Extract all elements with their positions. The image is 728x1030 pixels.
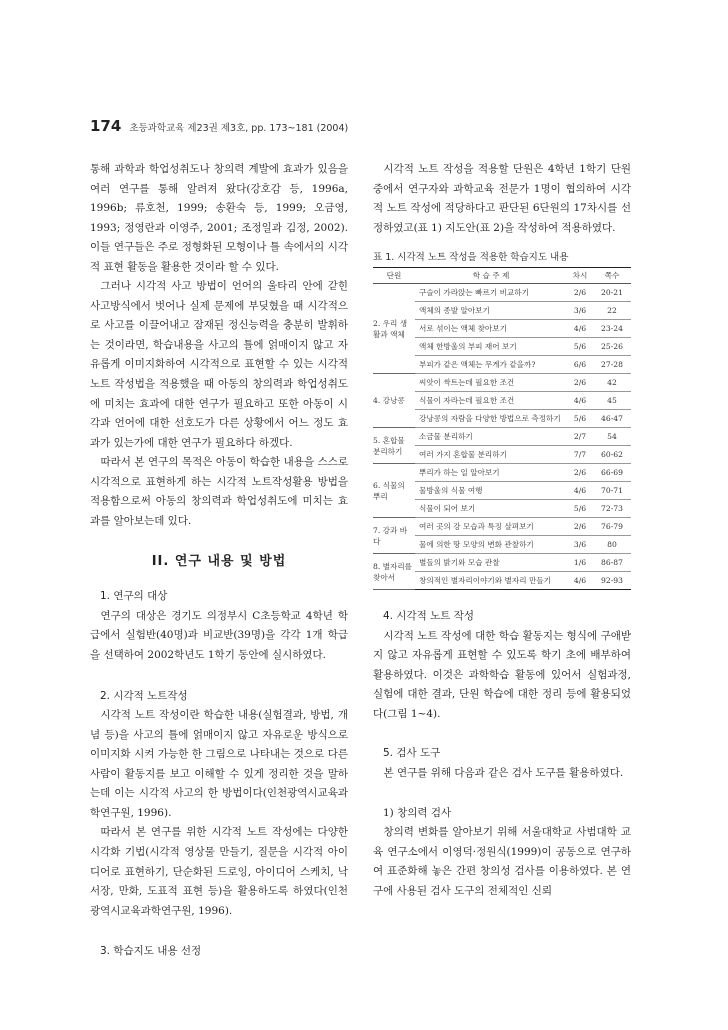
pages-cell: 20-21 <box>593 284 631 302</box>
topic-cell: 액체의 종발 알아보기 <box>415 302 567 320</box>
topic-cell: 식물이 되어 보기 <box>415 500 567 518</box>
topic-cell: 여러 가지 혼합물 분리하기 <box>415 446 567 464</box>
spacer <box>373 238 631 248</box>
lesson-cell: 2/6 <box>567 284 593 302</box>
table-caption: 표 1. 시각적 노트 작성을 적용한 학습지도 내용 <box>373 252 569 264</box>
lesson-cell: 5/6 <box>567 500 593 518</box>
unit-cell: 4. 강낭콩 <box>373 374 415 428</box>
pages-cell: 23-24 <box>593 320 631 338</box>
lesson-cell: 4/6 <box>567 482 593 500</box>
column-header: 학 습 주 제 <box>415 268 567 284</box>
pages-cell: 25-26 <box>593 338 631 356</box>
subsection-heading: 4. 시각적 노트 작성 <box>383 610 475 623</box>
pages-cell: 54 <box>593 428 631 446</box>
paragraph: 그러나 시각적 사고 방법이 언어의 울타리 안에 갇힌 사고방식에서 벗어나 실제 문제에 부딪혔을 때 시각적으로 사고를 이끌어내고 잠재된 정신능력을 충분히 발휘하는 것이라면, 학습내용을 사고의 틀에 얽매이지 않고 자유롭게 이미지화하여 시각적으로 표현할 수 있는 시각적 노트 작성법을 적용했을 때 아동의 창의력과 학업성취도에 미치는 효과에 대한 연구가 필요하고 또한 아동이 시각과 언어에 대한 선호도가 다른 상황에서 어느 정도 효과가 있는가에 대한 연구가 필요하다 하겠다. <box>90 280 348 449</box>
topic-cell: 창의적인 별자리이야기와 별자리 만들기 <box>415 572 567 590</box>
page-number: 174 <box>90 117 122 135</box>
column-header: 단원 <box>373 268 415 284</box>
spacer <box>373 724 631 744</box>
pages-cell: 27-28 <box>593 356 631 374</box>
lesson-cell: 2/7 <box>567 428 593 446</box>
table-row <box>373 284 631 302</box>
table-row <box>373 554 631 572</box>
pages-cell: 22 <box>593 302 631 320</box>
pages-cell: 66-69 <box>593 464 631 482</box>
lesson-table <box>373 267 631 590</box>
column-header: 쪽수 <box>593 268 631 284</box>
paragraph: 시각적 노트 작성을 적용할 단원은 4학년 1학기 단원 중에서 연구자와 과학교육 전문가 1명이 협의하여 시각적 노트 작성에 적당하다고 판단된 6단원의 17차시를 선정하였고(표 1) 지도안(표 2)을 작성하여 적용하였다. <box>373 163 631 234</box>
lesson-cell: 6/6 <box>567 356 593 374</box>
paragraph: 본 연구를 위해 다음과 같은 검사 도구를 활용하였다. <box>383 767 624 780</box>
lesson-cell: 1/6 <box>567 554 593 572</box>
spacer <box>90 531 348 549</box>
lesson-cell: 2/6 <box>567 518 593 536</box>
page-header <box>90 117 348 135</box>
table-header-row <box>373 268 631 284</box>
lesson-cell: 2/6 <box>567 374 593 392</box>
subsection-heading: 1. 연구의 대상 <box>100 590 168 603</box>
paragraph: 창의력 변화를 알아보기 위해 서울대학교 사범대학 교육 연구소에서 이영덕·정원식(1999)이 공동으로 연구하여 표준화해 놓은 간편 창의성 검사를 이용하였다. 본 연구에 사용된 검사 도구의 전체적인 신뢰 <box>373 826 631 897</box>
topic-cell: 식물이 자라는데 필요한 조건 <box>415 392 567 410</box>
paragraph: 연구의 대상은 경기도 의정부시 C초등학교 4학년 학급에서 실험반(40명)과 비교반(39명)을 각각 1개 학급을 선택하여 2002학년도 1학기 동안에 실시하였다. <box>90 609 348 662</box>
topic-cell: 소금물 분리하기 <box>415 428 567 446</box>
spacer <box>373 784 631 804</box>
table-row <box>373 518 631 536</box>
lesson-cell: 7/7 <box>567 446 593 464</box>
pages-cell: 86-87 <box>593 554 631 572</box>
spacer <box>90 666 348 687</box>
paragraph: 따라서 본 연구를 위한 시각적 노트 작성에는 다양한 시각화 기법(시각적 영상물 만들기, 질문을 시각적 아이디어로 표현하기, 단순화된 드로잉, 아이디어 스케치, 낙서장, 만화, 도표적 표현 등)을 활용하도록 하였다(인천광역시교육과학연구원, 1996). <box>90 826 348 917</box>
spacer <box>90 575 348 587</box>
topic-cell: 부피가 같은 액체는 무게가 같을까? <box>415 356 567 374</box>
lesson-cell: 4/6 <box>567 320 593 338</box>
unit-cell: 2. 우리 생활과 액체 <box>373 284 415 374</box>
journal-citation: 초등과학교육 제23권 제3호, pp. 173~181 (2004) <box>129 123 349 134</box>
topic-cell: 뿌리가 하는 일 알아보기 <box>415 464 567 482</box>
lesson-cell: 4/6 <box>567 392 593 410</box>
pages-cell: 70-71 <box>593 482 631 500</box>
paragraph: 통해 과학과 학업성취도나 창의력 계발에 효과가 있음을 여러 연구를 통해 알려져 왔다(강호감 등, 1996a, 1996b; 류호천, 1999; 송환숙 등, 1999; 오금영, 1993; 정영란과 이영주, 2001; 조정일과 김정, 2002). 이들 연구들은 주로 정형화된 모형이나 틀 속에서의 시각적 표현 활동을 활용한 것이라 할 수 있다. <box>90 163 348 273</box>
lesson-cell: 5/6 <box>567 338 593 356</box>
unit-cell: 8. 별자리를 찾아서 <box>373 554 415 590</box>
lesson-cell: 5/6 <box>567 410 593 428</box>
spacer <box>90 921 348 942</box>
spacer <box>373 590 631 607</box>
topic-cell: 서로 섞이는 액체 찾아보기 <box>415 320 567 338</box>
topic-cell: 씨앗이 싹트는데 필요한 조건 <box>415 374 567 392</box>
paragraph: 따라서 본 연구의 목적은 아동이 학습한 내용을 스스로 시각적으로 표현하게 하는 시각적 노트작성활용 방법을 적용함으로써 아동의 창의력과 학업성취도에 미치는 효과를 알아보는데 있다. <box>90 456 348 527</box>
section-heading: II. 연구 내용 및 방법 <box>151 554 287 570</box>
lesson-cell: 3/6 <box>567 536 593 554</box>
unit-cell: 5. 혼합물 분리하기 <box>373 428 415 464</box>
lesson-cell: 2/6 <box>567 464 593 482</box>
topic-cell: 강낭콩의 자람을 다양한 방법으로 측정하기 <box>415 410 567 428</box>
pages-cell: 46-47 <box>593 410 631 428</box>
topic-cell: 물방울의 식물 여행 <box>415 482 567 500</box>
subsection-heading: 3. 학습지도 내용 선정 <box>100 945 202 958</box>
pages-cell: 76-79 <box>593 518 631 536</box>
table-row <box>373 428 631 446</box>
topic-cell: 별들의 밝기와 모습 관찰 <box>415 554 567 572</box>
pages-cell: 92-93 <box>593 572 631 590</box>
pages-cell: 80 <box>593 536 631 554</box>
subsection-heading: 1) 창의력 검사 <box>383 806 452 819</box>
pages-cell: 60-62 <box>593 446 631 464</box>
left-column <box>90 160 348 962</box>
table-row <box>373 464 631 482</box>
pages-cell: 42 <box>593 374 631 392</box>
topic-cell: 구슬이 가라앉는 빠르기 비교하기 <box>415 284 567 302</box>
pages-cell: 72-73 <box>593 500 631 518</box>
paragraph: 시각적 노트 작성에 대한 학습 활동지는 형식에 구애받지 않고 자유롭게 표현할 수 있도록 학기 초에 배부하여 활용하였다. 이것은 과학학습 활동에 있어서 실험과정, 실험에 대한 결과, 단원 학습에 대한 정리 등에 활용되었다(그림 1~4). <box>373 629 631 720</box>
topic-cell: 물에 의한 땅 모양의 변화 관찰하기 <box>415 536 567 554</box>
subsection-heading: 2. 시각적 노트작성 <box>100 689 188 702</box>
paragraph: 시각적 노트 작성이란 학습한 내용(실험결과, 방법, 개념 등)을 사고의 틀에 얽매이지 않고 자유로운 방식으로 이미지화 시켜 가능한 한 그림으로 나타내는 것으로 다른 사람이 활동지를 보고 이해할 수 있게 정리한 것을 말하는데 이는 시각적 사고의 한 방법이다(인천광역시교육과학연구원, 1996). <box>90 709 348 819</box>
topic-cell: 액체 한방울의 부피 재어 보기 <box>415 338 567 356</box>
table-body <box>373 284 631 590</box>
unit-cell: 6. 식물의 뿌리 <box>373 464 415 518</box>
pages-cell: 45 <box>593 392 631 410</box>
unit-cell: 7. 강과 바다 <box>373 518 415 554</box>
table-row <box>373 374 631 392</box>
topic-cell: 여러 곳의 강 모습과 특징 살펴보기 <box>415 518 567 536</box>
column-header: 차시 <box>567 268 593 284</box>
lesson-cell: 3/6 <box>567 302 593 320</box>
right-column <box>373 160 631 901</box>
lesson-cell: 4/6 <box>567 572 593 590</box>
subsection-heading: 5. 검사 도구 <box>383 747 441 760</box>
